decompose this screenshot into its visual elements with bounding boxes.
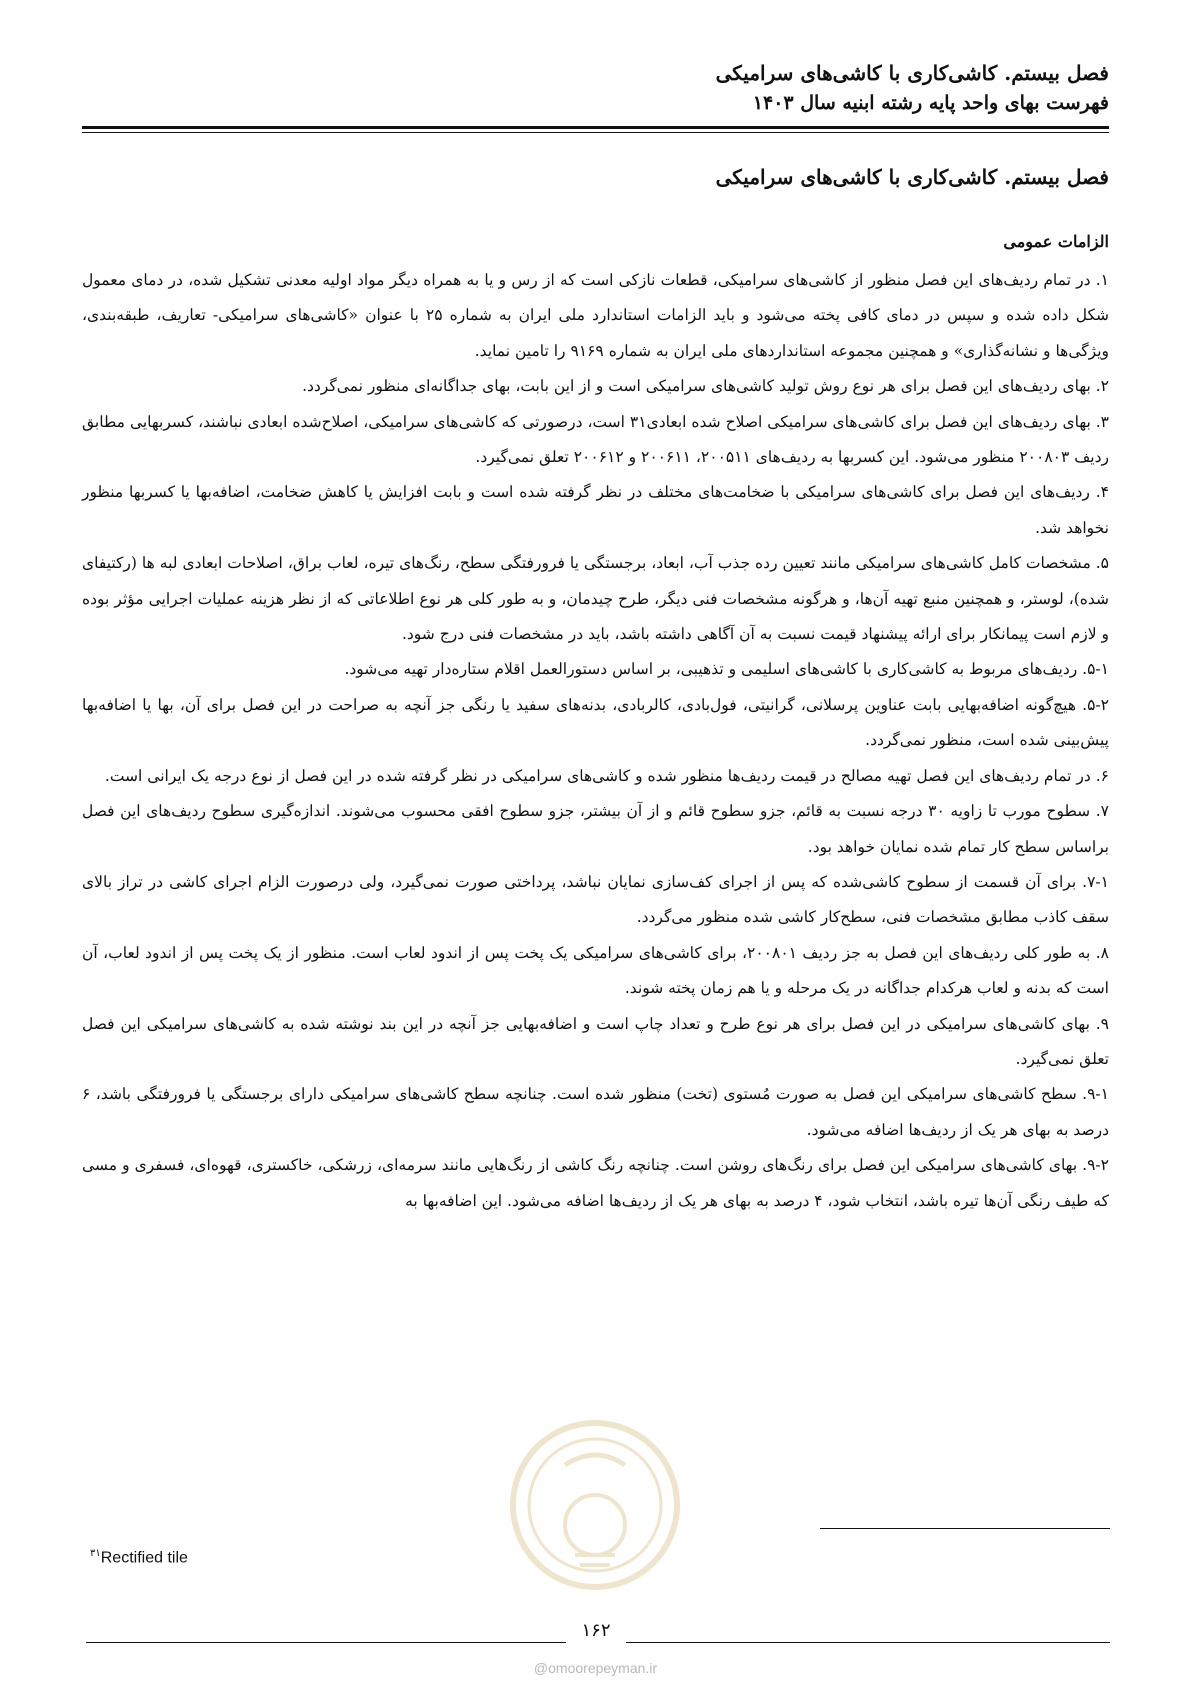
footnote <box>90 1548 188 1567</box>
paragraph-9: ۹. بهای کاشی‌های سرامیکی در این فصل برای هر نوع طرح و تعداد چاپ است و اضافه‌بهایی جز آنچه در این بند نوشته شده به کاشی‌های سرامیکی این فصل تعلق نمی‌گیرد. <box>82 1014 1109 1068</box>
header-chapter-line: فصل بیستم. کاشی‌کاری با کاشی‌های سرامیکی <box>715 61 1109 85</box>
header-rule-thick <box>82 126 1109 129</box>
paragraph-2: ۲. بهای ردیف‌های این فصل برای هر نوع روش تولید کاشی‌های سرامیکی است و از این بابت، بهای جداگانه‌ای منظور نمی‌گردد. <box>302 377 1109 396</box>
section-title: الزامات عمومی <box>1003 232 1109 251</box>
chapter-title: فصل بیستم. کاشی‌کاری با کاشی‌های سرامیکی <box>715 165 1109 189</box>
paragraph-6: ۶. در تمام ردیف‌های این فصل تهیه مصالح در قیمت ردیف‌ها منظور شده و کاشی‌های سرامیکی در نظر گرفته شده در این فصل از نوع درجه یک ایرانی است. <box>104 766 1109 785</box>
header-price-list-line: فهرست بهای واحد پایه رشته ابنیه سال ۱۴۰۳ <box>752 92 1109 114</box>
paragraph-4: ۴. ردیف‌های این فصل برای کاشی‌های سرامیکی با ضخامت‌های مختلف در نظر گرفته شده است و بابت افزایش یا کاهش ضخامت، اضافه‌بها یا کسربها منظور نخواهد شد. <box>82 483 1109 537</box>
page-number: ۱۶۲ <box>581 1620 611 1641</box>
running-header <box>82 58 1109 118</box>
footer-rule-right <box>626 1642 1110 1643</box>
paragraph-9-2: ۹-۲. بهای کاشی‌های سرامیکی این فصل برای رنگ‌های روشن است. چنانچه رنگ کاشی از رنگ‌هایی مانند سرمه‌ای، زرشکی، خاکستری، قهوه‌ای، فسفری و مسی که طیف رنگی آن‌ها تیره باشد، انتخاب شود، ۴ درصد به بهای هر یک از ردیف‌ها اضافه می‌شود. این اضافه‌بها به <box>82 1156 1109 1210</box>
site-watermark: @omoorepeyman.ir <box>533 1660 658 1676</box>
paragraph-8: ۸. به طور کلی ردیف‌های این فصل به جز ردیف ۲۰۰۸۰۱، برای کاشی‌های سرامیکی یک پخت پس از اندود لعاب است. منظور از یک پخت پس از اندود لعاب، آن است که بدنه و لعاب هرکدام جداگانه در یک مرحله و یا هم زمان پخته شوند. <box>82 943 1109 998</box>
paragraph-3: ۳. بهای ردیف‌های این فصل برای کاشی‌های سرامیکی اصلاح شده ابعادی۳۱ است، درصورتی که کاشی‌های سرامیکی، اصلاح‌شده ابعادی نباشند، کسربهایی مطابق ردیف ۲۰۰۸۰۳ منظور می‌شود. این کسربها به ردیف‌های ۲۰۰۵۱۱، ۲۰۰۶۱۱ و ۲۰۰۶۱۲ تعلق نمی‌گیرد. <box>82 412 1109 467</box>
seal-watermark-icon <box>505 1405 685 1605</box>
footnote-rule <box>820 1528 1110 1529</box>
paragraph-7: ۷. سطوح مورب تا زاویه ۳۰ درجه نسبت به قائم، جزو سطوح قائم و از آن بیشتر، جزو سطوح افقی محسوب می‌شوند. اندازه‌گیری سطوح ردیف‌های این فصل براساس سطح کار تمام شده نمایان خواهد بود. <box>82 802 1109 856</box>
paragraph-1: ۱. در تمام ردیف‌های این فصل منظور از کاشی‌های سرامیکی، قطعات نازکی است که از رس و یا به همراه دیگر مواد اولیه معدنی تشکیل شده، در دمای معمول شکل داده شده و سپس در دمای کافی پخته می‌شود و باید الزامات استاندارد ملی ایران به شماره ۲۵ با عنوان «کاشی‌های سرامیکی- تعاریف، طبقه‌بندی، ویژگی‌ها و نشانه‌گذاری» و همچنین مجموعه استانداردهای ملی ایران به شماره ۹۱۶۹ را تامین نماید. <box>82 271 1110 360</box>
footnote-text: Rectified tile <box>100 1549 188 1567</box>
paragraph-5-1: ۵-۱. ردیف‌های مربوط به کاشی‌کاری با کاشی‌های اسلیمی و تذهیبی، بر اساس دستورالعمل اقلام ستاره‌دار تهیه می‌شود. <box>344 660 1109 679</box>
footnote-mark: ۳۱ <box>90 1548 101 1559</box>
paragraph-7-1: ۷-۱. برای آن قسمت از سطوح کاشی‌شده که پس از اجرای کف‌سازی نمایان نباشد، پرداختی صورت نمی‌گیرد، ولی درصورت الزام اجرای کاشی در تراز بالای سقف کاذب مطابق مشخصات فنی، سطح‌کار کاشی شده منظور می‌گردد. <box>82 872 1109 927</box>
paragraph-5: ۵. مشخصات کامل کاشی‌های سرامیکی مانند تعیین رده جذب آب، ابعاد، برجستگی یا فرورفتگی سطح، رنگ‌های تیره، لعاب براق، اصلاحات ابعادی لبه ها (رکتیفای شده)، لوستر، و همچنین منبع تهیه آن‌ها، و هرگونه مشخصات فنی دیگر، طرح چیدمان، و به طور کلی هر نوع اطلاعاتی که از نظر هزینه عملیات اجرایی مؤثر بوده و لازم است پیمانکار برای ارائه پیشنهاد قیمت نسبت به آن آگاهی داشته باشد، باید در مشخصات فنی درج شود. <box>82 554 1109 644</box>
paragraph-5-2: ۵-۲. هیچ‌گونه اضافه‌بهایی بابت عناوین پرسلانی، گرانیتی، فول‌بادی، کالربادی، بدنه‌های سفید یا رنگی جز آنچه به صراحت در این فصل برای آن، بها یا اضافه‌بها پیش‌بینی شده است، منظور نمی‌گردد. <box>82 695 1109 750</box>
body-text <box>82 263 1109 1219</box>
header-rule-thin <box>82 132 1109 133</box>
footer-rule-left <box>86 1642 566 1643</box>
paragraph-9-1: ۹-۱. سطح کاشی‌های سرامیکی این فصل به صورت مُستوی (تخت) منظور شده است. چنانچه سطح کاشی‌های سرامیکی دارای برجستگی یا فرورفتگی باشد، ۶ درصد به بهای هر یک از ردیف‌ها اضافه می‌شود. <box>82 1085 1109 1139</box>
